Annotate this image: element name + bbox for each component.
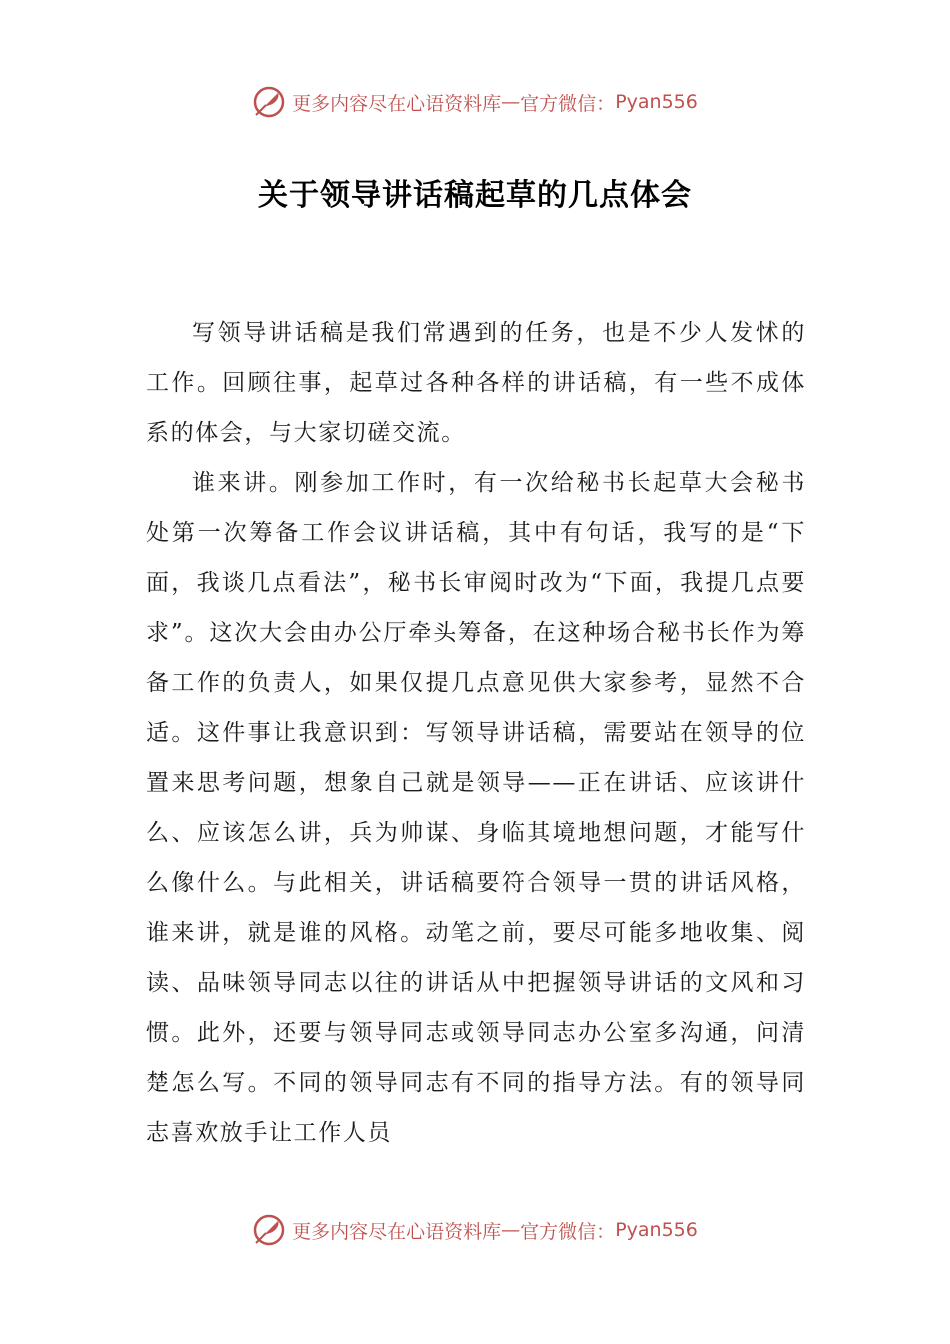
feather-pen-icon	[252, 1213, 286, 1247]
banner-dash: —	[501, 1219, 521, 1241]
paragraph: 谁来讲。刚参加工作时，有一次给秘书长起草大会秘书处第一次筹备工作会议讲话稿，其中有句话，我写的是“下面，我谈几点看法”，秘书长审阅时改为“下面，我提几点要求”。这次大会由办公厅牵头筹备，在这种场合秘书长作为筹备工作的负责人，如果仅提几点意见供大家参考，显然不合适。这件事让我意识到：写领导讲话稿，需要站在领导的位置来思考问题，想象自己就是领导——正在讲话、应该讲什么、应该怎么讲，兵为帅谋、身临其境地想问题，才能写什么像什么。与此相关，讲话稿要符合领导一贯的讲话风格，谁来讲，就是谁的风格。动笔之前，要尽可能多地收集、阅读、品味领导同志以往的讲话从中把握领导讲话的文风和习惯。此外，还要与领导同志或领导同志办公室多沟通，问清楚怎么写。不同的领导同志有不同的指导方法。有的领导同志喜欢放手让工作人员	[146, 470, 806, 1146]
document-body	[146, 308, 806, 1158]
banner-wechat-id: Pyan556	[615, 91, 698, 113]
feather-pen-icon	[252, 85, 286, 119]
banner-text: 更多内容尽在心语资料库	[292, 1220, 502, 1243]
banner-dash: —	[501, 91, 521, 113]
banner-wechat-label: 官方微信：	[520, 92, 616, 115]
paragraph: 写领导讲话稿是我们常遇到的任务，也是不少人发怵的工作。回顾往事，起草过各种各样的讲话稿，有一些不成体系的体会，与大家切磋交流。	[146, 320, 806, 446]
footer-banner	[0, 1212, 950, 1248]
banner-text: 更多内容尽在心语资料库	[292, 92, 502, 115]
header-banner	[0, 84, 950, 120]
banner-wechat-label: 官方微信：	[520, 1220, 616, 1243]
document-title: 关于领导讲话稿起草的几点体会	[258, 178, 692, 213]
banner-wechat-id: Pyan556	[615, 1219, 698, 1241]
